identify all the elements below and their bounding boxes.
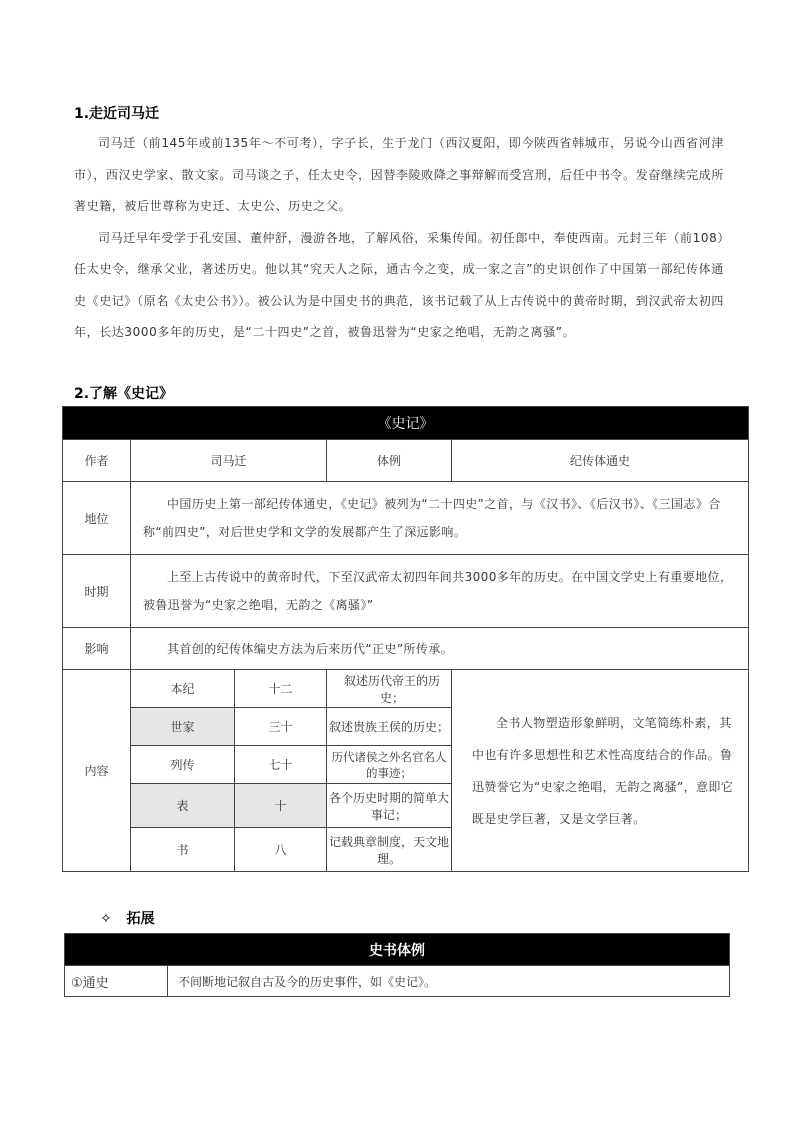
diamond-bullet-icon: ✧	[100, 911, 112, 927]
shiji-table-title: 《史记》	[63, 407, 749, 440]
content-note: 全书人物塑造形象鲜明，文笔简练朴素，其中也有许多思想性和艺术性高度结合的作品。鲁迅赞誉它为“史家之绝唱，无韵之离骚”，意即它既是史学巨著，又是文学巨著。	[452, 670, 749, 872]
types-row-text: 不间断地记叙自古及今的历史事件，如《史记》。	[168, 966, 730, 997]
history-types-table	[64, 933, 730, 997]
content-row-desc: 各个历史时期的简单大事记；	[327, 784, 452, 828]
content-row-name: 列传	[131, 746, 235, 784]
influence-text: 其首创的纪传体编史方法为后来历代“正史”所传承。	[131, 628, 749, 670]
expand-title	[100, 908, 155, 928]
style-label: 体例	[327, 440, 452, 482]
paragraph-2: 司马迁早年受学于孔安国、董仲舒，漫游各地，了解风俗，采集传闻。初任郎中，奉使西南。元封三年（前108）任太史令，继承父业，著述历史。他以其“究天人之际，通古今之变，成一家之言”的史识创作了中国第一部纪传体通史《史记》（原名《太史公书》）。被公认为是中国史书的典范，该书记载了从上古传说中的黄帝时期，到汉武帝太初四年，长达3000多年的历史，是“二十四史”之首，被鲁迅誉为“史家之绝唱，无韵之离骚”。	[74, 230, 724, 339]
expand-title-text: 拓展	[126, 911, 155, 927]
shiji-info-table	[62, 406, 749, 872]
content-row-desc: 叙述贵族王侯的历史；	[327, 708, 452, 746]
types-row-label: ①通史	[65, 966, 168, 997]
content-row-desc: 叙述历代帝王的历史；	[327, 670, 452, 708]
content-row-count: 十	[235, 784, 327, 828]
paragraph-1: 司马迁（前145年或前135年～不可考），字子长，生于龙门（西汉夏阳，即今陕西省韩城市，另说今山西省河津市），西汉史学家、散文家。司马谈之子，任太史令，因替李陵败降之事辩解而受宫刑，后任中书令。发奋继续完成所著史籍，被后世尊称为史迁、太史公、历史之父。	[74, 136, 724, 213]
status-label: 地位	[63, 482, 131, 555]
content-row-name: 世家	[131, 708, 235, 746]
author-value: 司马迁	[131, 440, 327, 482]
section1-heading: 1.走近司马迁	[74, 106, 160, 122]
content-row-desc: 记载典章制度，天文地理。	[327, 828, 452, 872]
content-row-name: 书	[131, 828, 235, 872]
section1-body	[74, 128, 724, 349]
style-value: 纪传体通史	[452, 440, 749, 482]
content-row-count: 三十	[235, 708, 327, 746]
influence-label: 影响	[63, 628, 131, 670]
content-label: 内容	[63, 670, 131, 872]
section2-heading: 2.了解《史记》	[74, 386, 174, 402]
author-label: 作者	[63, 440, 131, 482]
period-text: 上至上古传说中的黄帝时代，下至汉武帝太初四年间共3000多年的历史。在中国文学史上有重要地位，被鲁迅誉为“史家之绝唱，无韵之《离骚》”	[131, 555, 749, 628]
period-label: 时期	[63, 555, 131, 628]
content-row-count: 十二	[235, 670, 327, 708]
content-row-name: 本纪	[131, 670, 235, 708]
content-row-desc: 历代诸侯之外名官名人的事迹；	[327, 746, 452, 784]
status-text: 中国历史上第一部纪传体通史，《史记》被列为“二十四史”之首，与《汉书》、《后汉书》、《三国志》合称“前四史”，对后世史学和文学的发展都产生了深远影响。	[131, 482, 749, 555]
types-table-head: 史书体例	[65, 934, 730, 966]
content-row-count: 八	[235, 828, 327, 872]
content-row-count: 七十	[235, 746, 327, 784]
content-row-name: 表	[131, 784, 235, 828]
